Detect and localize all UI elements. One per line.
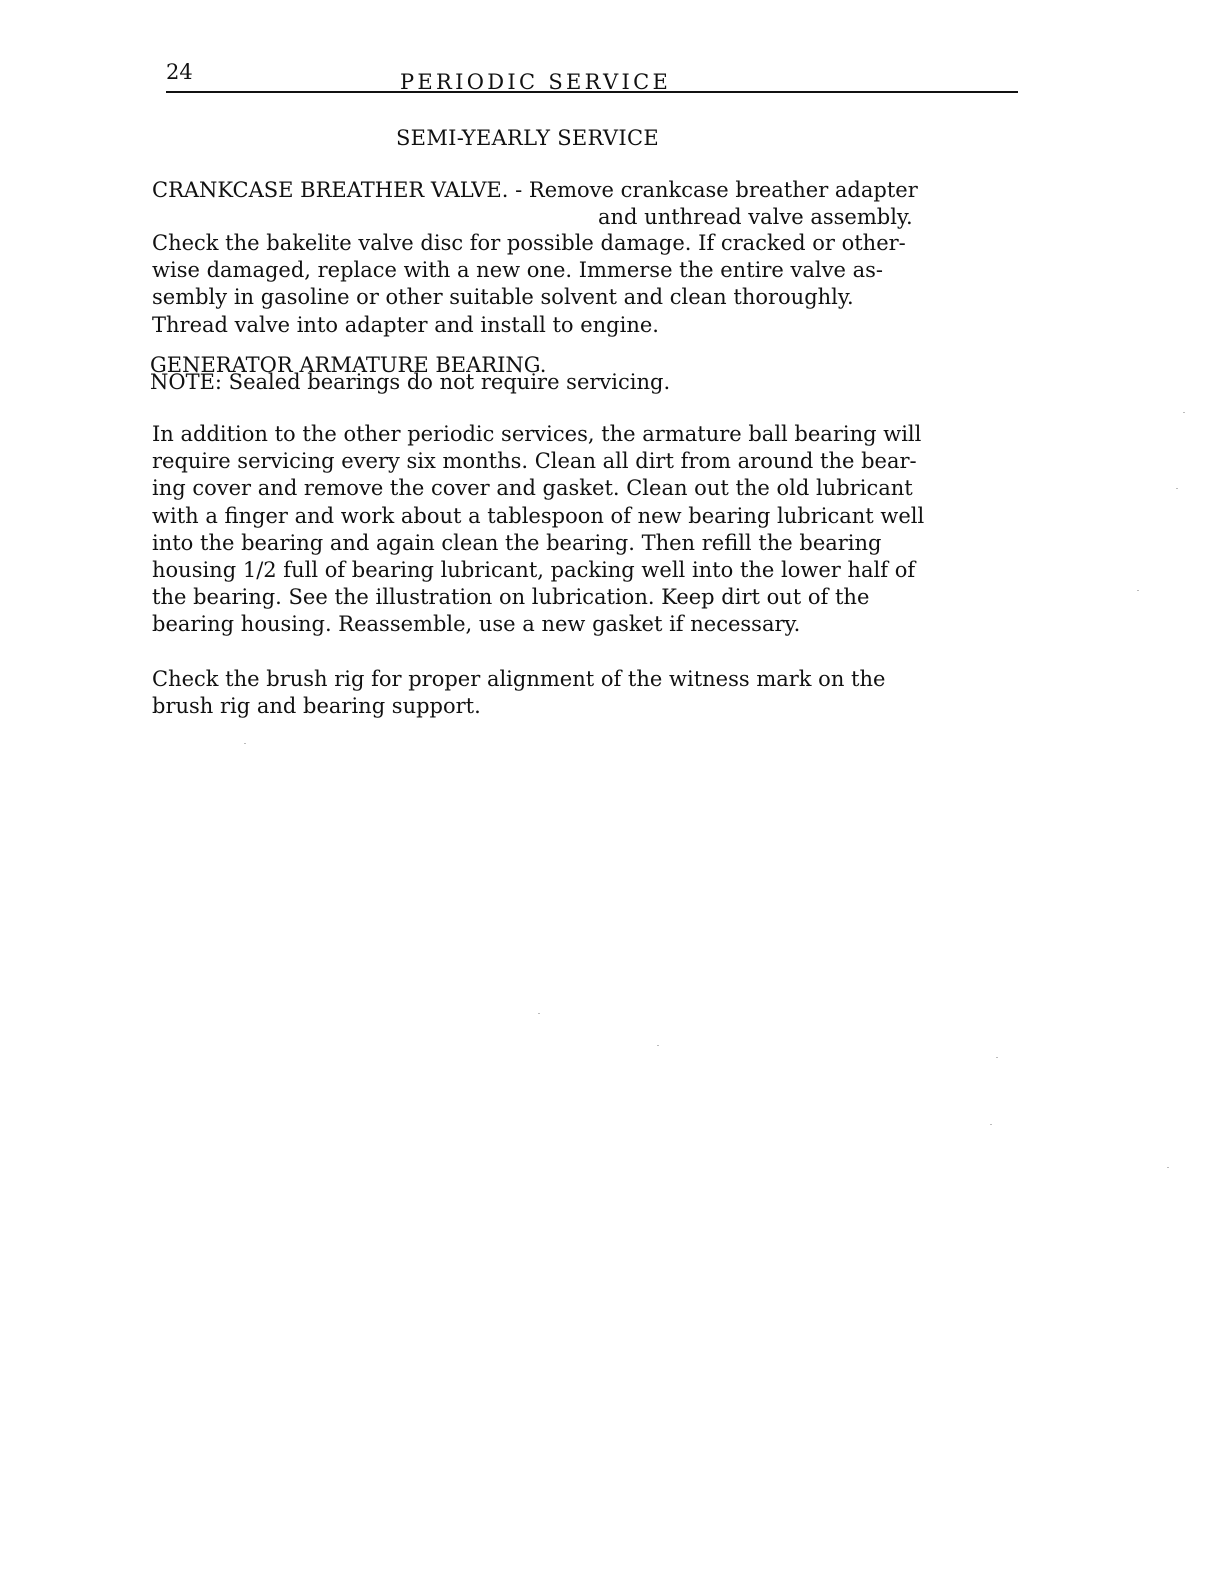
crankcase-paragraph [152, 230, 906, 339]
scan-speck [1183, 412, 1185, 413]
paragraph-line: Check the brush rig for proper alignment of the witness mark on the [152, 667, 886, 691]
scan-speck [657, 1045, 659, 1046]
running-head: PERIODIC SERVICE [400, 70, 672, 94]
generator-heading: GENERATOR ARMATURE BEARING. [150, 353, 547, 377]
scan-speck [1137, 590, 1139, 591]
scan-speck [1167, 1167, 1169, 1168]
header-rule [166, 91, 1018, 93]
generator-note: NOTE: Sealed bearings do not require servicing. [150, 370, 671, 394]
section-title: SEMI-YEARLY SERVICE [396, 126, 659, 150]
paragraph-line: ing cover and remove the cover and gasket. Clean out the old lubricant [152, 476, 913, 501]
scan-speck [244, 743, 246, 744]
brush-rig-paragraph [152, 666, 885, 720]
crankcase-lead-line2: and unthread valve assembly. [598, 205, 913, 229]
paragraph-line: bearing housing. Reassemble, use a new gasket if necessary. [152, 612, 801, 637]
paragraph-line: into the bearing and again clean the bearing. Then refill the bearing [152, 530, 882, 555]
paragraph-line: In addition to the other periodic services, the armature ball bearing will [152, 422, 922, 446]
crankcase-lead-line1: - Remove crankcase breather adapter [508, 178, 918, 202]
paragraph-line: the bearing. See the illustration on lubrication. Keep dirt out of the [152, 585, 870, 610]
scan-speck [538, 1013, 540, 1014]
scan-speck [1176, 488, 1178, 489]
page-number: 24 [166, 60, 193, 84]
generator-heading-block [150, 353, 671, 394]
scan-speck [996, 1057, 998, 1058]
paragraph-line: with a finger and work about a tablespoon of new bearing lubricant well [152, 503, 925, 528]
paragraph-line: require servicing every six months. Clean all dirt from around the bear- [152, 449, 917, 474]
paragraph-line: brush rig and bearing support. [152, 694, 481, 719]
generator-paragraph [152, 421, 924, 639]
crankcase-lead-in [152, 177, 918, 231]
paragraph-line: housing 1/2 full of bearing lubricant, packing well into the lower half of [152, 557, 916, 582]
paragraph-line: sembly in gasoline or other suitable solvent and clean thoroughly. [152, 285, 854, 310]
crankcase-heading: CRANKCASE BREATHER VALVE. [152, 178, 509, 202]
paragraph-line: wise damaged, replace with a new one. Immerse the entire valve as- [152, 258, 883, 283]
scan-speck [990, 1124, 992, 1125]
paragraph-line: Check the bakelite valve disc for possible damage. If cracked or other- [152, 231, 906, 255]
paragraph-line: Thread valve into adapter and install to engine. [152, 312, 659, 337]
